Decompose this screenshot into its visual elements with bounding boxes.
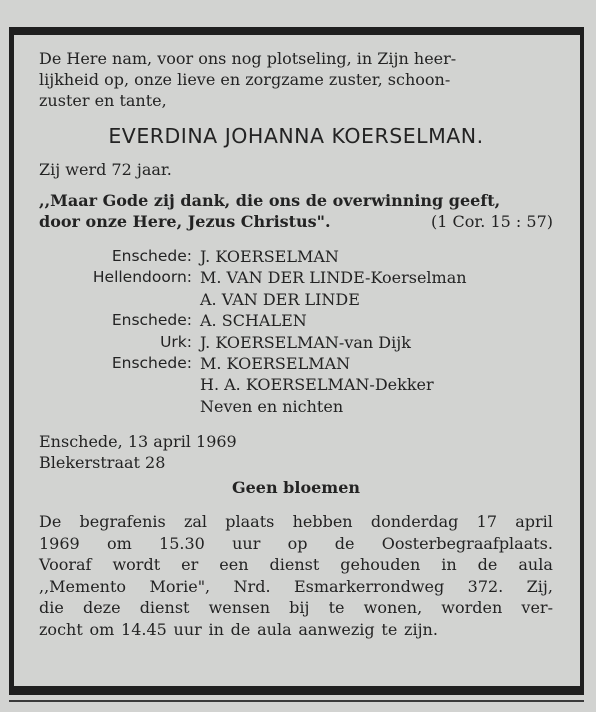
funeral-word: de: [477, 555, 498, 575]
bottom-border: [9, 686, 584, 695]
funeral-word: zijn.: [404, 619, 438, 639]
intro-line: lijkheid op, onze lieve en zorgzame zuster, schoon-: [39, 70, 451, 89]
family-row: [39, 246, 553, 267]
family-person: Neven en nichten: [200, 396, 344, 416]
funeral-word: in: [208, 619, 224, 639]
funeral-word: bij: [289, 598, 310, 618]
funeral-line: [39, 554, 553, 576]
intro-line: De Here nam, voor ons nog plotseling, in Zijn heer-: [39, 49, 457, 68]
funeral-word: er: [181, 555, 199, 575]
quote-reference: (1 Cor. 15 : 57): [431, 212, 553, 231]
funeral-word: in: [441, 555, 457, 575]
age-line: Zij werd 72 jaar.: [39, 160, 172, 179]
family-person: A. SCHALEN: [200, 311, 307, 331]
bottom-rule: [9, 700, 584, 702]
left-border: [9, 27, 14, 695]
family-person: J. KOERSELMAN: [200, 247, 339, 266]
funeral-word: 17: [476, 512, 497, 532]
funeral-word: te: [381, 619, 398, 639]
quote-line-2: door onze Here, Jezus Christus".: [39, 212, 331, 231]
funeral-word: aanwezig: [298, 619, 375, 639]
top-border: [9, 27, 584, 35]
funeral-word: 14.45: [121, 619, 167, 639]
family-place: [39, 396, 200, 417]
funeral-word: worden: [441, 598, 503, 618]
funeral-word: zocht: [39, 619, 83, 639]
family-place: Enschede:: [111, 354, 192, 373]
funeral-word: deze: [82, 598, 121, 618]
funeral-line: [39, 597, 553, 619]
intro-line: zuster en tante,: [39, 91, 167, 110]
funeral-word: wonen,: [363, 598, 423, 618]
funeral-word: Vooraf: [39, 555, 92, 575]
family-row: [39, 310, 553, 331]
family-row: [39, 289, 553, 310]
family-place: Enschede:: [111, 247, 192, 265]
deceased-name: EVERDINA JOHANNA KOERSELMAN.: [108, 124, 484, 148]
family-list: [39, 246, 553, 417]
family-row: [39, 374, 553, 395]
funeral-word: gehouden: [340, 555, 421, 575]
family-place: Enschede:: [111, 311, 192, 330]
funeral-word: de: [230, 619, 251, 639]
funeral-word: aula: [518, 555, 553, 575]
funeral-line: [39, 619, 553, 641]
address: Blekerstraat 28: [39, 453, 166, 473]
funeral-word: uur: [232, 533, 261, 553]
funeral-word: begrafenis: [79, 512, 166, 532]
funeral-word: plaats: [225, 512, 275, 532]
funeral-line: [39, 576, 553, 598]
funeral-word: een: [219, 555, 249, 575]
funeral-word: Esmarkerrondweg: [293, 576, 445, 596]
family-place: Urk:: [160, 332, 192, 351]
family-row: [39, 353, 553, 374]
family-row: [39, 396, 553, 417]
dateline: [39, 431, 553, 473]
funeral-word: op: [287, 533, 308, 553]
bible-quote: [39, 190, 553, 232]
funeral-word: de: [334, 533, 355, 553]
family-row: [39, 267, 553, 288]
funeral-word: uur: [173, 619, 202, 639]
funeral-word: ver-: [521, 598, 553, 618]
intro-text: [39, 48, 553, 111]
funeral-line: [39, 533, 553, 555]
funeral-word: zal: [183, 512, 208, 532]
funeral-details: [39, 511, 553, 640]
family-person: M. KOERSELMAN: [200, 354, 351, 374]
funeral-word: Morie",: [149, 576, 211, 596]
funeral-word: Oosterbegraafplaats.: [381, 533, 553, 553]
funeral-word: aula: [257, 619, 292, 639]
family-person: A. VAN DER LINDE: [200, 289, 360, 309]
funeral-word: 1969: [39, 533, 80, 553]
funeral-word: Nrd.: [233, 576, 271, 596]
funeral-word: te: [328, 598, 345, 618]
funeral-word: ,,Memento: [39, 576, 127, 596]
family-person: H. A. KOERSELMAN-Dekker: [200, 375, 434, 395]
no-flowers-note: Geen bloemen: [231, 478, 361, 498]
family-place: [39, 374, 200, 395]
funeral-word: om: [89, 619, 115, 639]
family-place: Hellendoorn:: [92, 268, 192, 287]
family-row: [39, 332, 553, 353]
funeral-word: donderdag: [370, 512, 459, 532]
right-border: [580, 27, 584, 695]
quote-line-1: ,,Maar Gode zij dank, die ons de overwinning geeft,: [39, 191, 501, 210]
family-person: J. KOERSELMAN-van Dijk: [200, 332, 411, 352]
place-date: Enschede, 13 april 1969: [39, 432, 237, 452]
funeral-word: dienst: [139, 598, 190, 618]
funeral-line: [39, 511, 553, 533]
notice-content: [39, 48, 553, 640]
funeral-word: hebben: [292, 512, 353, 532]
funeral-word: wensen: [208, 598, 271, 618]
funeral-word: Zij,: [526, 576, 553, 596]
funeral-word: die: [39, 598, 64, 618]
funeral-word: 15.30: [159, 533, 205, 553]
funeral-word: april: [515, 512, 553, 532]
family-person: M. VAN DER LINDE-Koerselman: [200, 268, 467, 288]
funeral-word: dienst: [269, 555, 320, 575]
funeral-word: wordt: [112, 555, 161, 575]
funeral-word: De: [39, 512, 62, 532]
funeral-word: om: [106, 533, 132, 553]
family-place: [39, 289, 200, 310]
funeral-word: 372.: [467, 576, 504, 596]
